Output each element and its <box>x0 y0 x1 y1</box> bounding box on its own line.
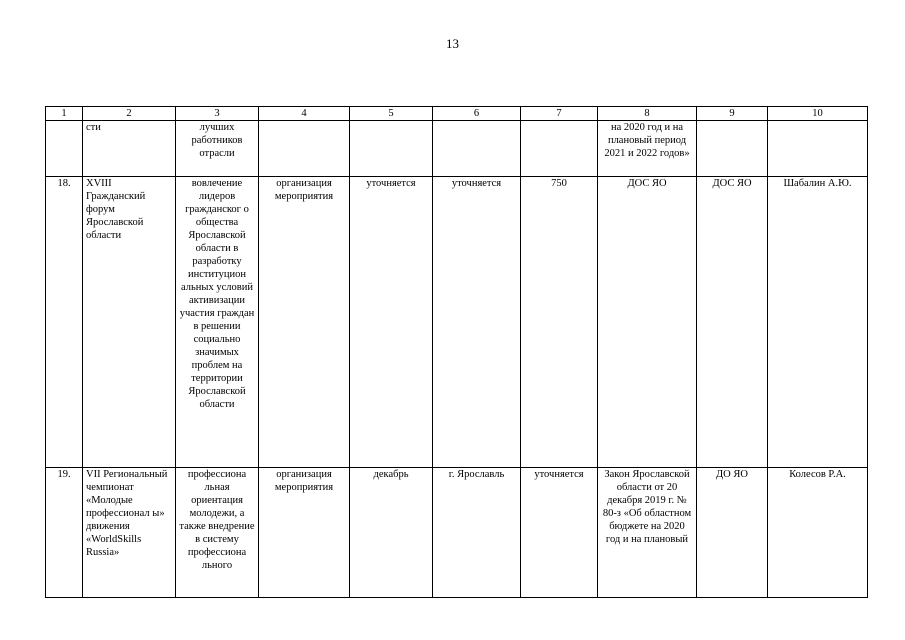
column-number-header: 9 <box>697 107 768 121</box>
goal-cell: вовлечение лидеров гражданског о общества Ярославской области в разработку институцион альных условий активизации участия граждан в решении социально значимых проблем на территории Ярославской области <box>176 177 259 468</box>
funding-cell: ДОС ЯО <box>598 177 697 468</box>
table-row <box>46 468 868 598</box>
column-number-header: 5 <box>350 107 433 121</box>
place-cell <box>433 121 521 177</box>
row-number-cell <box>46 121 83 177</box>
date-cell: декабрь <box>350 468 433 598</box>
date-cell: уточняется <box>350 177 433 468</box>
responsible-cell <box>768 121 868 177</box>
column-number-header: 2 <box>83 107 176 121</box>
funding-cell: на 2020 год и на плановый период 2021 и 2022 годов» <box>598 121 697 177</box>
event-name-cell: XVIII Гражданский форум Ярославской области <box>83 177 176 468</box>
column-number-header: 1 <box>46 107 83 121</box>
events-table <box>45 106 868 598</box>
participants-cell <box>521 121 598 177</box>
organizer-cell <box>697 121 768 177</box>
goal-cell: профессиона льная ориентация молодежи, а также внедрение в систему профессиона льного <box>176 468 259 598</box>
responsible-cell: Шабалин А.Ю. <box>768 177 868 468</box>
page-number: 13 <box>446 36 459 51</box>
date-cell <box>350 121 433 177</box>
column-number-header: 8 <box>598 107 697 121</box>
table-row <box>46 121 868 177</box>
organizer-cell: ДО ЯО <box>697 468 768 598</box>
column-number-header: 4 <box>259 107 350 121</box>
column-number-header: 6 <box>433 107 521 121</box>
form-cell <box>259 121 350 177</box>
row-number-cell: 19. <box>46 468 83 598</box>
place-cell: уточняется <box>433 177 521 468</box>
table-row <box>46 177 868 468</box>
participants-cell: уточняется <box>521 468 598 598</box>
column-number-header: 7 <box>521 107 598 121</box>
column-number-header: 3 <box>176 107 259 121</box>
funding-cell: Закон Ярославской области от 20 декабря 2019 г. № 80-з «Об областном бюджете на 2020 год и на плановый <box>598 468 697 598</box>
table-header-row <box>46 107 868 121</box>
responsible-cell: Колесов Р.А. <box>768 468 868 598</box>
place-cell: г. Ярославль <box>433 468 521 598</box>
event-name-cell: VII Региональный чемпионат «Молодые профессионал ы» движения «WorldSkills Russia» <box>83 468 176 598</box>
form-cell: организация мероприятия <box>259 468 350 598</box>
organizer-cell: ДОС ЯО <box>697 177 768 468</box>
participants-cell: 750 <box>521 177 598 468</box>
event-name-cell: сти <box>83 121 176 177</box>
form-cell: организация мероприятия <box>259 177 350 468</box>
column-number-header: 10 <box>768 107 868 121</box>
goal-cell: лучших работников отрасли <box>176 121 259 177</box>
row-number-cell: 18. <box>46 177 83 468</box>
